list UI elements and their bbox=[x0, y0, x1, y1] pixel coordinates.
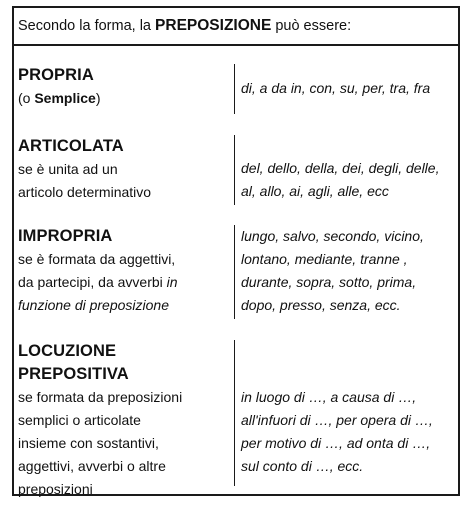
example-line: al, allo, ai, agli, alle, ecc bbox=[241, 183, 389, 199]
preposition-table bbox=[12, 6, 460, 496]
section-propria-examples bbox=[234, 64, 454, 114]
section-impropria-left bbox=[18, 225, 232, 317]
example-line: sul conto di …, ecc. bbox=[241, 458, 364, 474]
section-locuzione-left bbox=[18, 340, 232, 501]
example-line: del, dello, della, dei, degli, delle, bbox=[241, 160, 440, 176]
desc-text: da partecipi, da avverbi bbox=[18, 274, 167, 290]
example-line: all'infuori di …, per opera di …, bbox=[241, 412, 433, 428]
example-line: lungo, salvo, secondo, vicino, bbox=[241, 228, 424, 244]
section-description-line bbox=[18, 271, 232, 294]
intro-after: può essere: bbox=[271, 18, 352, 34]
desc-italic-text: in bbox=[166, 274, 178, 290]
example-line: per motivo di …, ad onta di …, bbox=[241, 435, 431, 451]
intro-keyword: PREPOSIZIONE bbox=[155, 17, 272, 34]
example-line: lontano, mediante, tranne , bbox=[241, 251, 408, 267]
section-heading: LOCUZIONE bbox=[18, 342, 117, 360]
section-locuzione-examples bbox=[234, 340, 454, 486]
desc-text: ) bbox=[95, 90, 101, 106]
section-description-line: semplici o articolate bbox=[18, 412, 141, 428]
section-description bbox=[18, 87, 232, 110]
desc-bold-text: Semplice bbox=[34, 90, 96, 106]
section-description-line bbox=[18, 294, 232, 317]
section-description-line: se è formata da aggettivi, bbox=[18, 251, 176, 267]
section-description-line: preposizioni bbox=[18, 481, 93, 497]
desc-italic-text: funzione di preposizione bbox=[18, 297, 169, 313]
section-articolata-left bbox=[18, 135, 232, 204]
section-impropria-examples bbox=[234, 225, 454, 319]
section-description-line: se formata da preposizioni bbox=[18, 389, 183, 405]
section-articolata-examples bbox=[234, 135, 454, 205]
example-line: in luogo di …, a causa di …, bbox=[241, 389, 417, 405]
example-line: dopo, presso, senza, ecc. bbox=[241, 297, 401, 313]
section-heading: PREPOSITIVA bbox=[18, 365, 129, 383]
section-heading: ARTICOLATA bbox=[18, 137, 124, 155]
section-heading: PROPRIA bbox=[18, 66, 94, 84]
desc-text: (o bbox=[18, 90, 35, 106]
section-description-line: articolo determinativo bbox=[18, 184, 152, 200]
intro-before: Secondo la forma, la bbox=[18, 18, 156, 34]
section-description-line: aggettivi, avverbi o altre bbox=[18, 458, 166, 474]
section-heading: IMPROPRIA bbox=[18, 227, 113, 245]
header-divider bbox=[14, 44, 458, 46]
example-line: durante, sopra, sotto, prima, bbox=[241, 274, 417, 290]
section-description-line: se è unita ad un bbox=[18, 161, 118, 177]
intro-sentence bbox=[18, 16, 454, 36]
section-description-line: insieme con sostantivi, bbox=[18, 435, 159, 451]
section-propria-left bbox=[18, 64, 232, 110]
example-line: di, a da in, con, su, per, tra, fra bbox=[241, 80, 431, 96]
